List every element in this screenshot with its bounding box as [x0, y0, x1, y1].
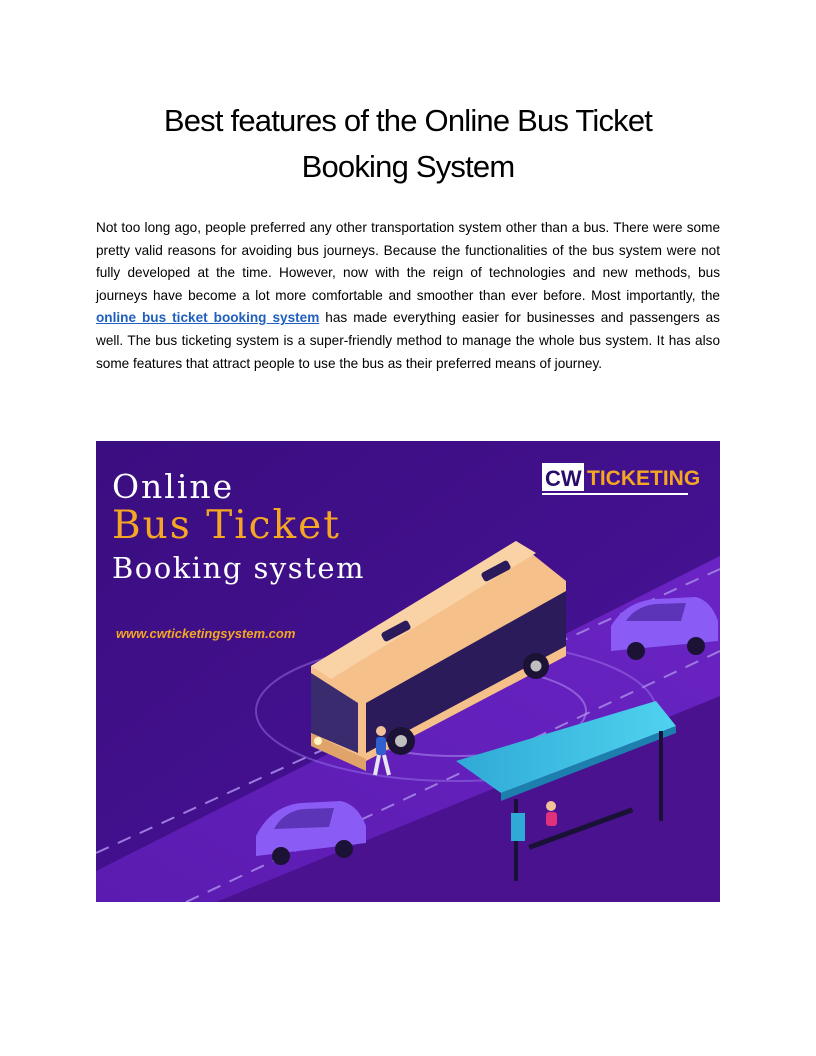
title-line-2: Booking System	[301, 149, 515, 184]
intro-text-before-link: Not too long ago, people preferred any other transportation system other than a bus. There were some pretty valid reasons for avoiding bus journeys. Because the functionalities of the bus system were not fully developed at the time. However, now with the reign of technologies and new methods, bus journeys have become a lot more comfortable and smoother than ever before. Most importantly, the	[96, 220, 720, 303]
banner-headline-line-3: Booking system	[112, 551, 365, 585]
page-title	[96, 98, 720, 190]
booking-system-link[interactable]: online bus ticket booking system	[96, 310, 320, 326]
title-line-1: Best features of the Online Bus Ticket	[163, 103, 653, 138]
banner-headline-line-1: Online	[112, 467, 235, 506]
banner-headline-line-2: Bus Ticket	[112, 503, 341, 548]
intro-paragraph	[96, 217, 720, 375]
brand-ticketing: TICKETING	[587, 467, 701, 490]
brand-cw: CW	[545, 466, 582, 491]
banner-website-url: www.cwticketingsystem.com	[116, 626, 296, 641]
promo-banner-image	[96, 441, 720, 902]
cwticketing-logo	[542, 463, 700, 494]
intro-text-after-link: has made everything easier for businesses and passengers as well. The bus ticketing system is a super-friendly method to manage the whole bus system. It has also some features that attract people to use the bus as their preferred means of journey.	[96, 310, 720, 371]
